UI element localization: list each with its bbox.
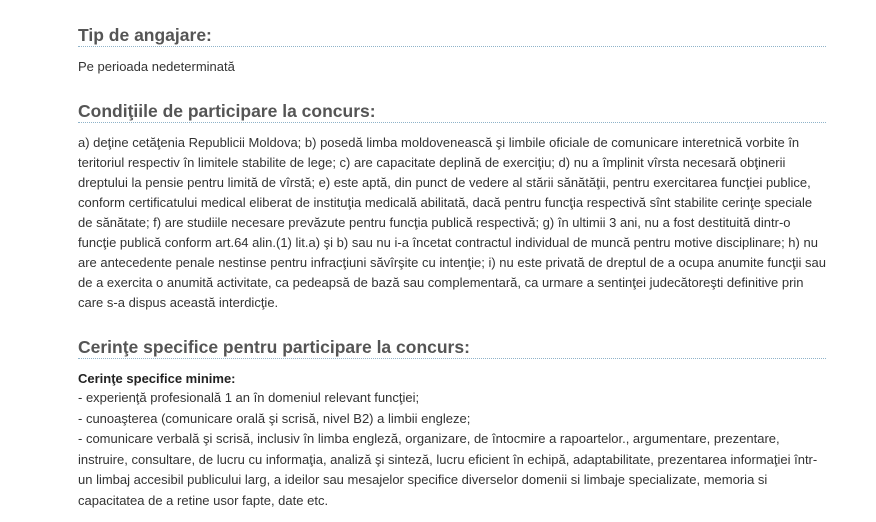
requirement-item-experience: - experienţă profesională 1 an în domeniul relevant funcţiei; — [78, 390, 420, 405]
employment-type-text: Pe perioada nedeterminată — [78, 59, 235, 74]
participation-conditions-text: a) deţine cetăţenia Republicii Moldova; b) posedă limba moldovenească şi limbile oficiale de comunicare interetnică vorbite în teritoriul respectiv în limitele stabilite de lege; c) are capacitate deplină de exerciţiu; d) nu a împlinit vîrsta necesară obţinerii dreptului la pensie pentru limită de vîrstă; e) este aptă, din punct de vedere al stării sănătăţii, pentru exercitarea funcţiei publice, conform certificatului medical eliberat de instituţia medicală abilitată, dacă pentru funcţia respectivă sînt stabilite cerinţe speciale de sănătate; f) are studiile necesare prevăzute pentru funcţia publică respectivă; g) în ultimii 3 ani, nu a fost destituită dintr-o funcţie publică conform art.64 alin.(1) lit.a) şi b) sau nu i-a încetat contractul individual de muncă pentru motive disciplinare; h) nu are antecedente penale nestinse pentru infracţiuni săvîrşite cu intenţie; i) nu este privată de dreptul de a ocupa anumite funcţii sau de a exercita o anumită activitate, ca pedeapsă de bază sau complementară, ca urmare a sentinţei judecătoreşti definitive prin care s-a dispus această interdicţie. — [78, 135, 826, 310]
section-title-participation-conditions: Condiţiile de participare la concurs: — [78, 101, 826, 123]
specific-requirements-body — [78, 369, 826, 511]
section-title-employment-type: Tip de angajare: — [78, 25, 826, 47]
requirement-item-communication-skills: - comunicare verbală şi scrisă, inclusiv în limba engleză, organizare, de întocmire a rapoartelor., argumentare, prezentare, instruire, consultare, de lucru cu informaţia, analiză şi sinteză, lucru eficient în echipă, adaptabilitate, prezentarea informaţiei într-un limbaj accesibil publicului larg, a ideilor sau mesajelor specifice diverselor domenii si limbaje specializate, memoria si capacitatea de a retine usor fapte, date etc. — [78, 431, 818, 508]
minimum-requirements-heading: Cerinţe specifice minime: — [78, 371, 236, 386]
requirement-item-english: - cunoaşterea (comunicare orală şi scrisă, nivel B2) a limbii engleze; — [78, 410, 471, 426]
section-title-specific-requirements: Cerinţe specifice pentru participare la concurs: — [78, 337, 826, 359]
